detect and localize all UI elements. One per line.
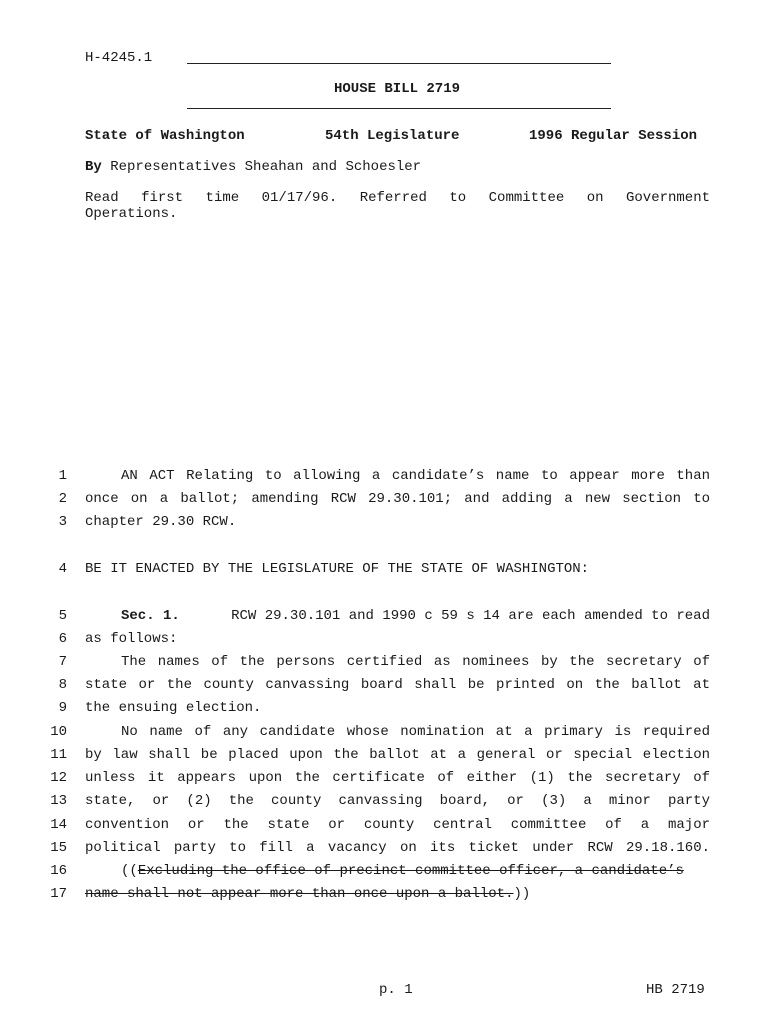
header-rule-top xyxy=(187,63,611,64)
line-number: 10 xyxy=(50,724,67,740)
body-line: state, or (2) the county canvassing board, or (3) a minor party xyxy=(85,793,710,809)
struck-line xyxy=(121,863,710,879)
sponsors: Representatives Sheahan and Schoesler xyxy=(110,159,422,175)
line-number: 14 xyxy=(50,817,67,833)
body-line: unless it appears upon the certificate of either (1) the secretary of xyxy=(85,770,710,786)
body-line: chapter 29.30 RCW. xyxy=(85,514,237,530)
bill-id: H-4245.1 xyxy=(85,50,153,66)
line-number: 2 xyxy=(58,491,67,507)
line-number: 5 xyxy=(58,608,67,624)
sponsors-line xyxy=(85,159,421,175)
body-line: state or the county canvassing board shall be printed on the ballot at xyxy=(85,677,710,693)
line-number: 6 xyxy=(58,631,67,647)
state-name: State of Washington xyxy=(85,128,245,144)
struck-line xyxy=(85,886,710,902)
line-number: 1 xyxy=(58,468,67,484)
section-text: RCW 29.30.101 and 1990 c 59 s 14 are each amended to read xyxy=(231,608,710,624)
body-line: AN ACT Relating to allowing a candidate’s name to appear more than xyxy=(121,468,710,484)
line-number: 7 xyxy=(58,654,67,670)
line-number: 17 xyxy=(50,886,67,902)
bill-title: HOUSE BILL 2719 xyxy=(333,81,461,97)
legislature: 54th Legislature xyxy=(325,128,460,144)
line-number: 11 xyxy=(50,747,67,763)
enacting-clause: BE IT ENACTED BY THE LEGISLATURE OF THE STATE OF WASHINGTON: xyxy=(85,561,590,577)
read-first-line: Read first time 01/17/96. Referred to Committee on Government xyxy=(85,190,710,206)
body-line: as follows: xyxy=(85,631,178,647)
body-line: political party to fill a vacancy on its ticket under RCW 29.18.160. xyxy=(85,840,710,856)
open-parens: (( xyxy=(121,863,138,879)
struck-text: name shall not appear more than once upon a ballot. xyxy=(85,886,514,902)
by-label: By xyxy=(85,159,102,175)
read-first-line-2: Operations. xyxy=(85,206,178,222)
body-line: No name of any candidate whose nomination at a primary is required xyxy=(121,724,710,740)
line-number: 4 xyxy=(58,561,67,577)
line-number: 15 xyxy=(50,840,67,856)
line-number: 9 xyxy=(58,700,67,716)
struck-text: Excluding the office of precinct committee officer, a candidate’s xyxy=(137,863,684,879)
header-rule-bottom xyxy=(187,108,611,109)
line-number: 13 xyxy=(50,793,67,809)
close-parens: )) xyxy=(513,886,531,902)
body-line: by law shall be placed upon the ballot at a general or special election xyxy=(85,747,710,763)
body-line: The names of the persons certified as nominees by the secretary of xyxy=(121,654,710,670)
session: 1996 Regular Session xyxy=(529,128,698,144)
section-label: Sec. 1. xyxy=(121,608,180,624)
body-line: convention or the state or county central committee of a major xyxy=(85,817,710,833)
page-number: p. 1 xyxy=(379,982,413,998)
line-number: 16 xyxy=(50,863,67,879)
body-line: the ensuing election. xyxy=(85,700,262,716)
line-number: 3 xyxy=(58,514,67,530)
footer-bill-id: HB 2719 xyxy=(646,982,705,998)
line-number: 8 xyxy=(58,677,67,693)
section-heading-line xyxy=(121,608,710,624)
body-line: once on a ballot; amending RCW 29.30.101; and adding a new section to xyxy=(85,491,710,507)
line-number: 12 xyxy=(50,770,67,786)
